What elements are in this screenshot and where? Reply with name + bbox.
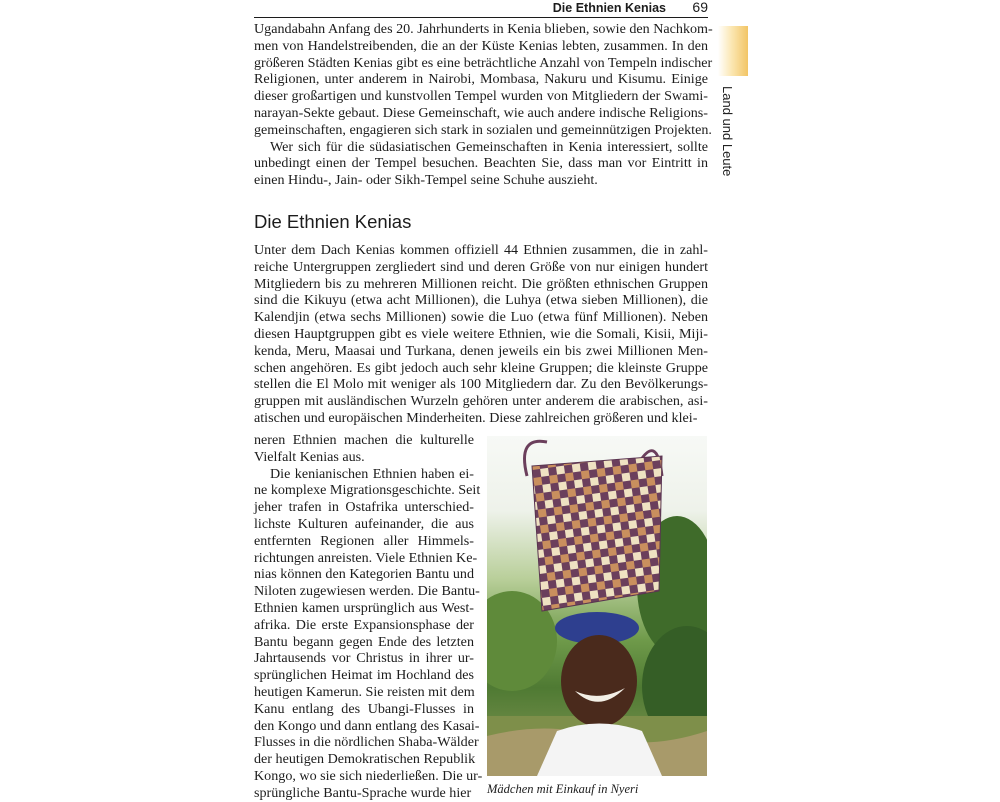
photo-illustration <box>487 436 707 776</box>
text-line: einen Hindu-, Jain- oder Sikh-Tempel seine Schuhe auszieht. <box>254 172 598 189</box>
text-line: Ugandabahn Anfang des 20. Jahrhunderts in Kenia blieben, sowie den Nachkom- <box>254 21 713 37</box>
text-line: Religionen, unter anderem in Nairobi, Mombasa, Nakuru und Kisumu. Einige <box>254 71 708 88</box>
text-line: Wer sich für die südasiatischen Gemeinschaften in Kenia interessiert, sollte <box>270 138 708 155</box>
photo-girl-with-basket <box>487 436 707 776</box>
text-line: dieser großartigen und kunstvollen Tempel wurden von Mitgliedern der Swami- <box>254 88 708 105</box>
text-line: Jahrtausends vor Christus in ihrer ur- <box>254 650 474 667</box>
text-line: lichste Kulturen aufeinander, die aus <box>254 515 474 532</box>
text-line: Kalendjin (etwa sechs Millionen) sowie die Luo (etwa fünf Millionen). Neben <box>254 309 708 326</box>
paragraph-ethnic-groups-end <box>254 432 474 466</box>
text-line: Kanu entlang des Ubangi-Flusses in <box>254 700 474 717</box>
text-line: entfernten Regionen aller Himmels- <box>254 532 474 549</box>
text-line: den Kongo und dann entlang des Kasai- <box>254 717 480 734</box>
text-line: richtungen anreisten. Viele Ethnien Ke- <box>254 549 478 566</box>
text-line: atischen und europäischen Minderheiten. Diese zahlreichen größeren und klei- <box>254 409 698 426</box>
text-line: nias können den Kategorien Bantu und <box>254 566 474 583</box>
text-line: Kongo, wo sie sich niederließen. Die ur- <box>254 767 483 784</box>
text-line: schen angehören. Es gibt jedoch auch sehr kleine Gruppen; die kleinste Gruppe <box>254 359 708 376</box>
text-line: reiche Untergruppen zergliedert sind und deren Größe von nur einigen hundert <box>254 258 708 275</box>
paragraph-migration-history <box>254 465 483 802</box>
text-line: größeren Städten Kenias gibt es eine beträchtliche Anzahl von Tempeln indischer <box>254 54 713 71</box>
text-line: Niloten zugewiesen werden. Die Bantu- <box>254 583 480 600</box>
body-text-narrow-column <box>254 432 483 802</box>
text-line: Die kenianischen Ethnien haben ei- <box>270 465 474 482</box>
paragraph-ethnic-groups-wide <box>254 242 708 427</box>
text-line: Ethnien kamen ursprünglich aus West- <box>254 599 474 616</box>
page-number: 69 <box>692 0 708 15</box>
text-line: sprünglichen Heimat im Hochland des <box>254 667 474 684</box>
text-line: kenda, Meru, Maasai und Turkana, denen jeweils ein bis zwei Millionen Men- <box>254 342 708 359</box>
text-line: men von Handelstreibenden, die an der Küste Kenias lebten, zusammen. In den <box>254 37 708 54</box>
text-line: Unter dem Dach Kenias kommen offiziell 44 Ethnien zusammen, die in zahl- <box>254 242 708 258</box>
chapter-thumb-tab <box>718 26 748 76</box>
body-text-ethnicities <box>254 242 708 427</box>
text-line: Flusses in die nördlichen Shaba-Wälder <box>254 734 479 751</box>
text-line: narayan-Sekte gebaut. Diese Gemeinschaft, wie auch andere indische Religions- <box>254 104 708 121</box>
running-header <box>254 0 708 18</box>
paragraph-temple-visit <box>254 139 708 189</box>
text-line: Mitgliedern bis zu mehreren Millionen reicht. Die größten ethnischen Gruppen <box>254 275 708 292</box>
text-line: unbedingt einen der Tempel besuchen. Beachten Sie, dass man vor Eintritt in <box>254 155 708 172</box>
text-line: diesen Hauptgruppen gibt es viele weitere Ethnien, wie die Somali, Kisii, Miji- <box>254 325 708 342</box>
text-line: jeher trafen in Ostafrika unterschied- <box>254 499 474 516</box>
text-line: gemeinschaften, engagieren sich stark in sozialen und gemeinnützigen Projekten. <box>254 121 712 138</box>
text-line: Vielfalt Kenias aus. <box>254 448 365 465</box>
text-line: afrika. Die erste Expansionsphase der <box>254 616 474 633</box>
text-line: sind die Kikuyu (etwa acht Millionen), die Luhya (etwa sieben Millionen), die <box>254 292 708 309</box>
photo-caption: Mädchen mit Einkauf in Nyeri <box>487 782 639 796</box>
text-line: neren Ethnien machen die kulturelle <box>254 432 474 448</box>
text-line: stellen die El Molo mit weniger als 100 Mitgliedern dar. Zu den Bevölkerungs- <box>254 376 708 393</box>
running-title: Die Ethnien Kenias <box>552 1 666 15</box>
paragraph-indian-temples <box>254 21 713 139</box>
text-line: ne komplexe Migrationsgeschichte. Seit <box>254 482 481 499</box>
text-line: Bantu begann gegen Ende des letzten <box>254 633 474 650</box>
text-line: der heutigen Demokratischen Republik <box>254 751 476 768</box>
chapter-side-label: Land und Leute <box>720 86 735 177</box>
body-text-top <box>254 21 713 189</box>
section-heading: Die Ethnien Kenias <box>254 211 412 232</box>
text-line: gruppen mit ausländischen Wurzeln gehören unter anderem die arabischen, asi- <box>254 393 708 410</box>
text-line: sprüngliche Bantu-Sprache wurde hier <box>254 784 472 801</box>
text-line: heutigen Kamerun. Sie reisten mit dem <box>254 683 475 700</box>
